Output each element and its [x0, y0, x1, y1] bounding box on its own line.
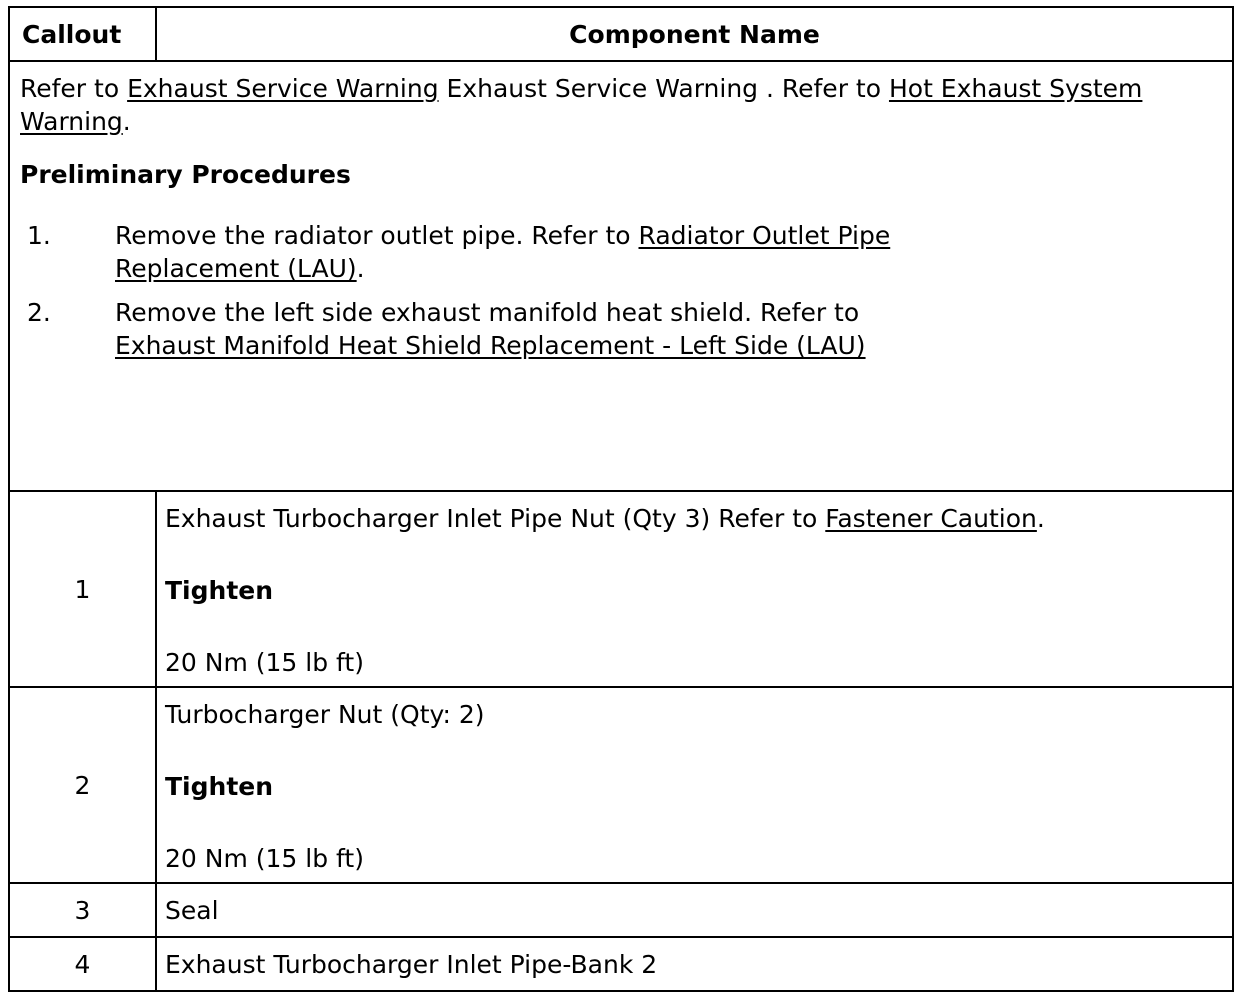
callout-header: Callout	[9, 7, 156, 61]
component-text: Exhaust Turbocharger Inlet Pipe Nut (Qty 3) Refer to	[165, 504, 826, 533]
list-item	[20, 296, 955, 362]
intro-cell	[9, 61, 1233, 491]
exhaust-service-warning-link[interactable]: Exhaust Service Warning	[127, 74, 439, 103]
hot-exhaust-system-warning-link[interactable]: Hot Exhaust System Warning	[20, 74, 1143, 136]
callout-cell: 2	[9, 687, 156, 883]
preliminary-steps-list	[20, 219, 1220, 362]
exhaust-manifold-heat-shield-link[interactable]: Exhaust Manifold Heat Shield Replacement - Left Side (LAU)	[115, 331, 866, 360]
component-name-cell: Seal	[156, 883, 1233, 937]
step-text: Remove the left side exhaust manifold heat shield. Refer to	[115, 298, 860, 327]
period-text: .	[122, 107, 131, 136]
table-row	[9, 937, 1233, 991]
component-name-cell	[156, 687, 1233, 883]
fastener-caution-link[interactable]: Fastener Caution	[825, 504, 1037, 533]
warning-text: Exhaust Service Warning . Refer to	[438, 74, 889, 103]
warning-paragraph	[20, 72, 1220, 138]
header-row	[9, 7, 1233, 61]
component-description	[165, 492, 1232, 535]
callout-cell: 4	[9, 937, 156, 991]
table-row	[9, 883, 1233, 937]
component-name-header: Component Name	[156, 7, 1233, 61]
step-number: 2.	[27, 298, 51, 327]
torque-value: 20 Nm (15 lb ft)	[165, 844, 364, 873]
tighten-label: Tighten	[165, 772, 274, 801]
tighten-label: Tighten	[165, 576, 274, 605]
component-table	[8, 6, 1234, 992]
torque-value: 20 Nm (15 lb ft)	[165, 648, 364, 677]
step-number: 1.	[27, 221, 51, 250]
component-suffix: .	[1036, 504, 1045, 533]
component-name-cell	[156, 491, 1233, 687]
intro-row	[9, 61, 1233, 491]
preliminary-procedures-heading: Preliminary Procedures	[20, 160, 351, 189]
table-row	[9, 491, 1233, 687]
callout-cell: 3	[9, 883, 156, 937]
step-suffix: .	[356, 254, 365, 283]
component-name-cell: Exhaust Turbocharger Inlet Pipe-Bank 2	[156, 937, 1233, 991]
step-text: Remove the radiator outlet pipe. Refer to	[115, 221, 639, 250]
component-text: Turbocharger Nut (Qty: 2)	[165, 700, 485, 729]
table-row	[9, 687, 1233, 883]
refer-to-text: Refer to	[20, 74, 128, 103]
radiator-outlet-pipe-link[interactable]: Radiator Outlet Pipe Replacement (LAU)	[115, 221, 891, 283]
list-item	[20, 219, 955, 285]
callout-cell: 1	[9, 491, 156, 687]
